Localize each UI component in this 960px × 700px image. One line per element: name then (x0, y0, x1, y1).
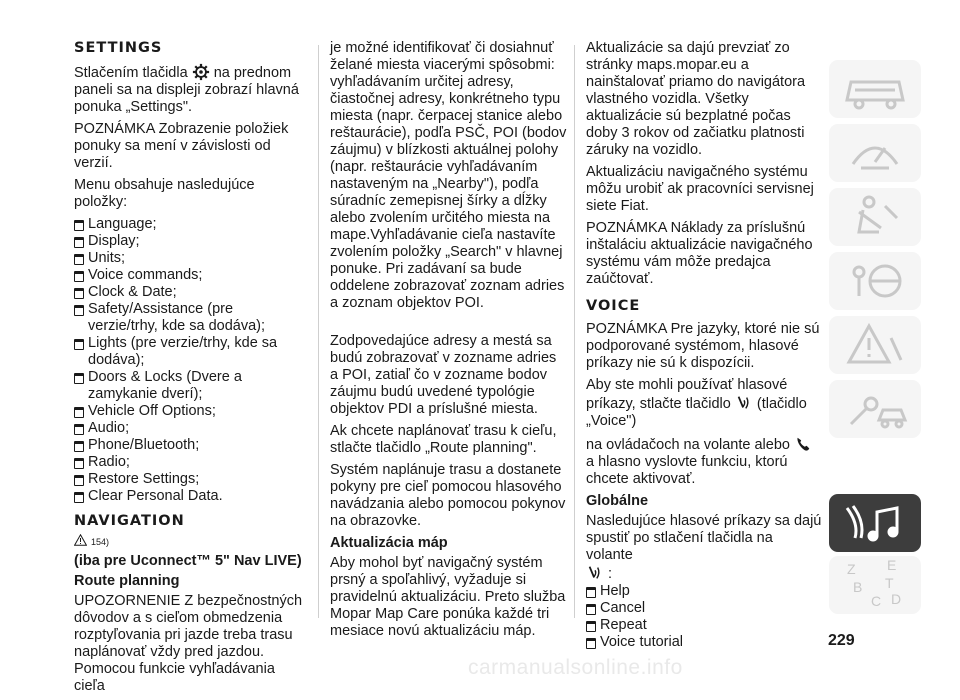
voice-commands-list (586, 583, 822, 651)
list-item: Audio; (74, 420, 306, 437)
index-letter: E (887, 557, 897, 573)
index-letter: Z (847, 561, 856, 577)
sidebar-tab-emergency[interactable] (829, 316, 921, 374)
column-3 (586, 40, 822, 656)
car-overview-icon (829, 60, 921, 118)
list-item: Help (586, 583, 822, 600)
sidebar-tab-starting-driving[interactable] (829, 252, 921, 310)
paragraph: Zodpovedajúce adresy a mestá sa budú zobrazovať v zozname adries a POI, zatiaľ čo v zozname bodov záujmu budú uvedené typológie objektov PDI a príslušné miesta. (330, 333, 557, 417)
multimedia-icon (829, 494, 921, 552)
sidebar-tab-car-overview[interactable] (829, 60, 921, 118)
heading-map-update: Aktualizácia máp (330, 535, 448, 551)
list-item: Doors & Locks (Dvere a zamykanie dverí); (74, 369, 306, 403)
list-item: Clear Personal Data. (74, 488, 306, 505)
index-letters-icon (829, 556, 921, 614)
list-item: Voice tutorial (586, 634, 822, 651)
sidebar-tab-safety[interactable] (829, 188, 921, 246)
sidebar-tab-multimedia[interactable] (829, 494, 921, 552)
column-2 (330, 40, 568, 645)
paragraph: Systém naplánuje trasu a dostanete pokyny pre cieľ pomocou hlasového navádzania alebo pomocou pokynov na obrazovke. (330, 462, 566, 529)
list-item: Display; (74, 233, 306, 250)
heading-navigation: NAVIGATION (74, 513, 185, 529)
index-letter: C (871, 593, 882, 609)
sidebar-tab-index[interactable] (829, 556, 921, 614)
warning-number: 154) (91, 537, 110, 547)
list-item: Safety/Assistance (pre verzie/trhy, kde sa dodáva); (74, 301, 306, 335)
sidebar-tab-dashboard[interactable] (829, 124, 921, 182)
column-1 (74, 40, 306, 700)
heading-route-planning: Route planning (74, 573, 180, 590)
list-item: Language; (74, 216, 306, 233)
warning-triangle-icon (829, 316, 921, 374)
menu-items-list (74, 216, 306, 505)
seatbelt-safety-icon (829, 188, 921, 246)
page-number: 229 (828, 632, 855, 649)
list-item: Cancel (586, 600, 822, 617)
index-letter: T (885, 575, 894, 591)
paragraph: Nasledujúce hlasové príkazy sa dajú spustiť po stlačení tlačidla na volante (586, 513, 822, 563)
steering-wheel-key-icon (829, 252, 921, 310)
paragraph: POZNÁMKA Náklady za príslušnú inštaláciu aktualizácie navigačného systému vám môže predajca zaúčtovať. (586, 220, 813, 287)
paragraph: POZNÁMKA Zobrazenie položiek ponuky sa mení v závislosti od verzií. (74, 121, 289, 171)
paragraph: Aby mohol byť navigačný systém prsný a spoľahlivý, vyžaduje si pravidelnú aktualizáciu. Preto služba Mopar Map Care ponúka každé tri mesiace novú aktualizáciu máp. (330, 555, 566, 639)
paragraph: Aktualizácie sa dajú prevziať zo stránky maps.mopar.eu a nainštalovať priamo do navigátora vlastného vozidla. Všetky aktualizácie sú bezplatné počas doby 3 rokov od začiatku platnosti záruky na vozidlo. (586, 40, 806, 158)
sidebar-tab-maintenance[interactable] (829, 380, 921, 438)
paragraph: na ovládačoch na volante alebo a hlasno vyslovte funkciu, ktorú chcete aktivovať. (586, 435, 822, 488)
paragraph: Aby ste mohli používať hlasové príkazy, stlačte tlačidlo (tlačidlo „Voice") (586, 377, 807, 429)
index-letter: B (853, 579, 863, 595)
warning-reference (74, 534, 306, 551)
index-letter: D (891, 591, 902, 607)
list-item: Vehicle Off Options; (74, 403, 306, 420)
list-item: Clock & Date; (74, 284, 306, 301)
watermark: carmanualsonline.info (468, 656, 683, 679)
voice-command-icon (735, 394, 753, 412)
paragraph: Stlačením tlačidla na prednom paneli sa na displeji zobrazí hlavná ponuka „Settings". (74, 65, 299, 115)
list-item: Voice commands; (74, 267, 306, 284)
list-item: Phone/Bluetooth; (74, 437, 306, 454)
paragraph: je možné identifikovať či dosiahnuť želané miesta viacerými spôsobmi: vyhľadávaním určitej adresy, čiastočnej adresy, konkrétneho typu miesta (napr. čerpacej stanice alebo reštaurácie), podľa PSČ, POI (bodov záujmu) v blízkosti aktuálnej polohy (napr. reštaurácie vyhľadávaním nastaveným na „Nearby"), podľa súradníc zemepisnej šírky a dĺžky alebo zvolením určitého miesta na mape.Vyhľadávanie cieľa nastavíte zvolením položky „Search" v hlavnej ponuke. Pri zadávaní sa bude oddelene zobrazovať zoznam adries a zoznam objektov POI. (330, 40, 567, 311)
heading-global: Globálne (586, 493, 649, 509)
dashboard-lights-icon (829, 124, 921, 182)
list-item: Repeat (586, 617, 822, 634)
heading-voice: VOICE (586, 298, 641, 314)
column-divider (574, 45, 575, 618)
paragraph: Aktualizáciu navigačného systému môžu urobiť ak pracovníci servisnej siete Fiat. (586, 164, 814, 214)
list-item: Restore Settings; (74, 471, 306, 488)
list-item: Radio; (74, 454, 306, 471)
paragraph: POZNÁMKA Pre jazyky, ktoré nie sú podporované systémom, hlasové príkazy nie sú k dispozícii. (586, 321, 820, 371)
heading-uconnect: (iba pre Uconnect™ 5" Nav LIVE) (74, 553, 302, 570)
steering-button-line: : (586, 564, 822, 583)
voice-command-icon (586, 564, 604, 582)
warning-icon (74, 534, 87, 546)
tools-car-icon (829, 380, 921, 438)
gear-icon (192, 63, 210, 81)
column-divider (318, 45, 319, 618)
heading-settings: SETTINGS (74, 40, 163, 56)
paragraph: Ak chcete naplánovať trasu k cieľu, stlačte tlačidlo „Route planning". (330, 423, 557, 456)
paragraph: Menu obsahuje nasledujúce položky: (74, 177, 255, 210)
list-item: Units; (74, 250, 306, 267)
phone-icon (794, 435, 812, 453)
paragraph: UPOZORNENIE Z bezpečnostných dôvodov a s cieľom obmedzenia rozptyľovania pri jazde treba trasu naplánovať vždy pred jazdou. Pomocou funkcie vyhľadávania cieľa (74, 593, 303, 695)
list-item: Lights (pre verzie/trhy, kde sa dodáva); (74, 335, 306, 369)
